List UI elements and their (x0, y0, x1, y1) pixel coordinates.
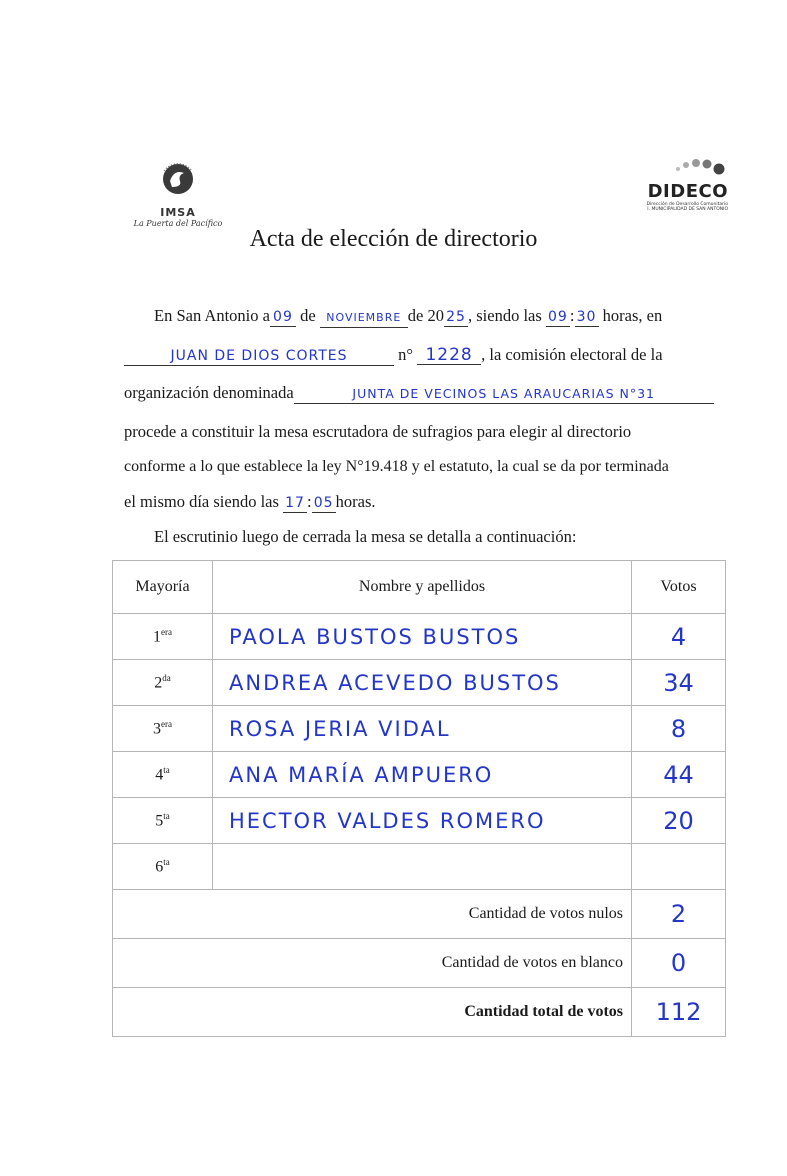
text-de: de (300, 306, 316, 325)
header-votes: Votos (632, 561, 726, 614)
text-horas-en: horas, en (602, 306, 663, 325)
text-comision-electoral: , la comisión electoral de la (481, 345, 663, 364)
blanco-label: Cantidad de votos en blanco (113, 939, 632, 988)
organization-field: JUNTA DE VECINOS LAS ARAUCARIAS N°31 (294, 385, 714, 404)
rank-cell: $2^{da}$ (113, 660, 213, 706)
results-table (112, 560, 726, 1037)
month-field: NOVIEMBRE (320, 309, 408, 328)
paragraph-line-6: el mismo día siendo las 17 : 05 horas. (124, 492, 376, 511)
imsa-emblem-icon (156, 157, 200, 201)
candidate-votes: 34 (632, 660, 726, 706)
candidate-name: ANDREA ACEVEDO BUSTOS (213, 660, 632, 706)
text-de-20: de 20 (407, 306, 444, 325)
rank-cell: $5^{ta}$ (113, 798, 213, 844)
total-value: 112 (632, 988, 726, 1037)
candidate-name (213, 844, 632, 890)
nulos-row (113, 890, 726, 939)
end-minute-field: 05 (312, 494, 336, 513)
street-field: JUAN DE DIOS CORTES (124, 347, 394, 366)
text-number-label: n° (398, 345, 413, 364)
table-row (113, 844, 726, 890)
candidate-votes: 44 (632, 752, 726, 798)
table-row (113, 614, 726, 660)
candidate-votes: 4 (632, 614, 726, 660)
dideco-subtitle-2: I. MUNICIPALIDAD DE SAN ANTONIO (647, 207, 728, 212)
table-row (113, 660, 726, 706)
table-header-row (113, 561, 726, 614)
dideco-subtitle-1: Dirección de Desarrollo Comunitario (646, 202, 728, 207)
rank-cell: $3^{era}$ (113, 706, 213, 752)
header-rank: Mayoría (113, 561, 213, 614)
table-row (113, 706, 726, 752)
paragraph-line-3 (124, 383, 728, 404)
text-en-san-antonio: En San Antonio a (154, 306, 270, 325)
candidate-votes: 20 (632, 798, 726, 844)
end-hour-field: 17 (283, 494, 307, 513)
text-mismo-dia: el mismo día siendo las (124, 492, 279, 511)
candidate-name: PAOLA BUSTOS BUSTOS (213, 614, 632, 660)
rank-cell: $4^{ta}$ (113, 752, 213, 798)
paragraph-line-2 (124, 345, 728, 366)
paragraph-line-4: procede a constituir la mesa escrutadora de sufragios para elegir al directorio (124, 422, 632, 441)
paragraph-line-5: conforme a lo que establece la ley N°19.418 y el estatuto, la cual se da por terminada (124, 458, 669, 475)
imsa-name: IMSA (160, 206, 196, 219)
paragraph-line-7: El escrutinio luego de cerrada la mesa se detalla a continuación: (154, 527, 577, 546)
total-row (113, 988, 726, 1037)
candidate-votes: 8 (632, 706, 726, 752)
table-row (113, 798, 726, 844)
year-field: 25 (444, 308, 468, 327)
rank-cell: $1^{era}$ (113, 614, 213, 660)
document-title: Acta de elección de directorio (249, 226, 538, 252)
dideco-logo (618, 155, 728, 215)
number-field: 1228 (417, 346, 481, 365)
total-label: Cantidad total de votos (113, 988, 632, 1037)
candidate-name: ANA MARÍA AMPUERO (213, 752, 632, 798)
table-row (113, 752, 726, 798)
nulos-value: 2 (632, 890, 726, 939)
hour-field: 09 (546, 308, 570, 327)
paragraph-line-1: En San Antonio a 09 de NOVIEMBRE de 20 25 , siendo las 09 : 30 horas, en (154, 306, 728, 328)
dideco-dots-icon (658, 155, 728, 177)
blanco-row (113, 939, 726, 988)
text-siendo-las: , siendo las (467, 306, 542, 325)
text-organizacion-denominada: organización denominada (124, 383, 294, 402)
header-name: Nombre y apellidos (213, 561, 632, 614)
imsa-logo (128, 157, 228, 237)
candidate-name: ROSA JERIA VIDAL (213, 706, 632, 752)
candidate-name: HECTOR VALDES ROMERO (213, 798, 632, 844)
rank-cell: $6^{ta}$ (113, 844, 213, 890)
imsa-motto: La Puerta del Pacífico (133, 219, 223, 228)
minute-field: 30 (575, 308, 599, 327)
day-field: 09 (270, 308, 296, 327)
dideco-name: DIDECO (647, 181, 728, 202)
nulos-label: Cantidad de votos nulos (113, 890, 632, 939)
blanco-value: 0 (632, 939, 726, 988)
text-horas: horas. (335, 492, 376, 511)
candidate-votes (632, 844, 726, 890)
